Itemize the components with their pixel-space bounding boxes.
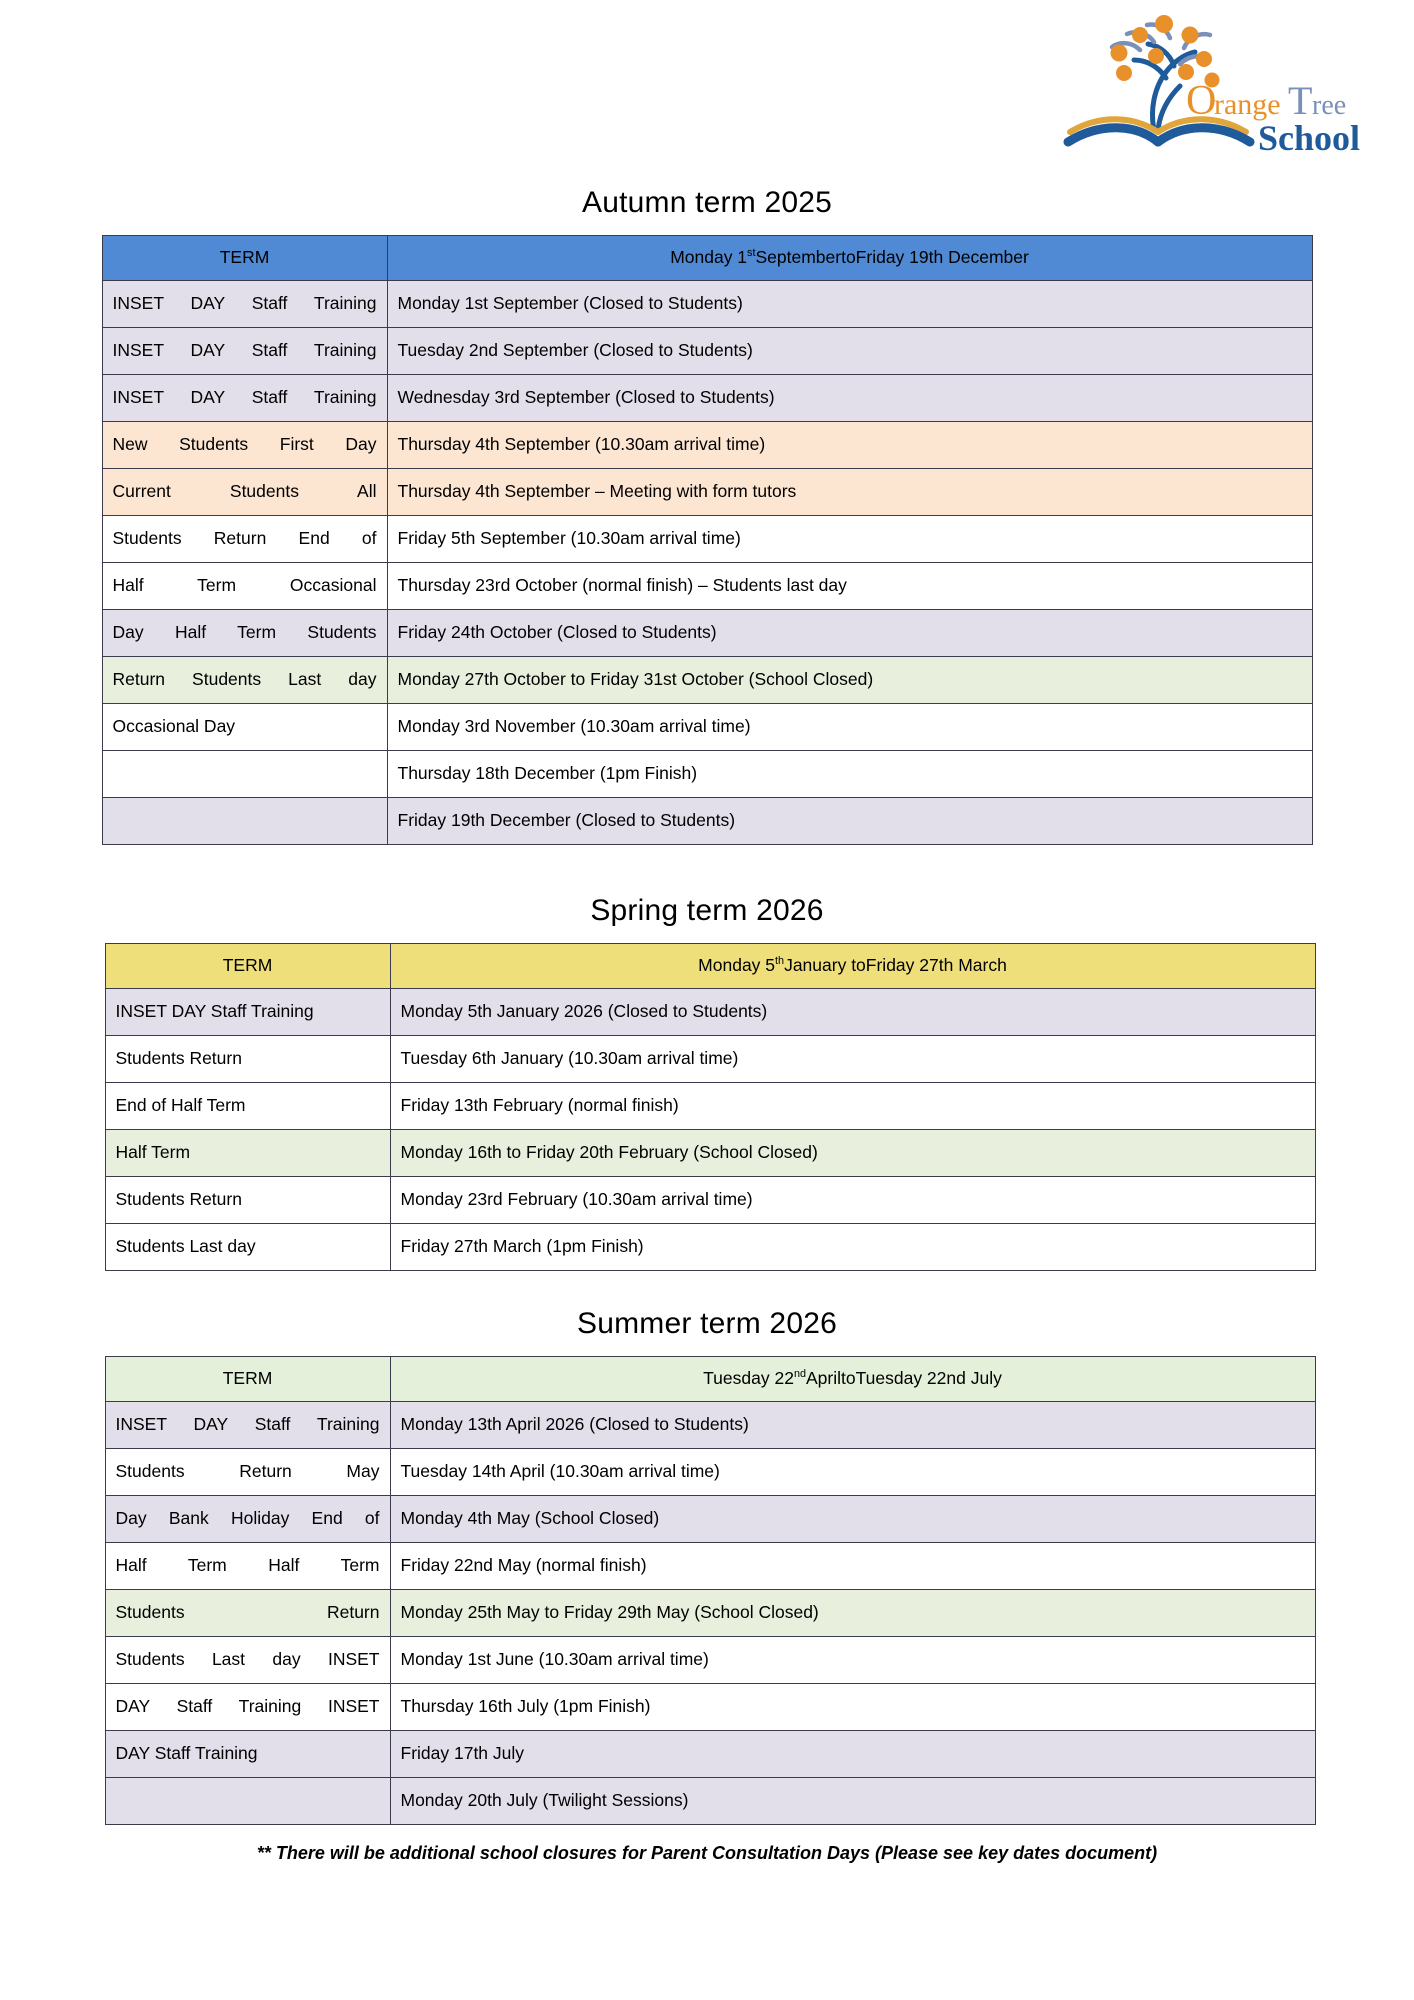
- term-label-cell: Students Return End of: [102, 515, 387, 562]
- column-header-dates: [390, 1356, 1315, 1401]
- table-row: [105, 1223, 1315, 1270]
- term-date-cell: Monday 23rd February (10.30am arrival time): [390, 1176, 1315, 1223]
- term-date-cell: Monday 3rd November (10.30am arrival time): [387, 703, 1312, 750]
- orange-tree-school-logo: [1062, 14, 1362, 156]
- term-date-cell: Monday 4th May (School Closed): [390, 1495, 1315, 1542]
- term-label-cell: INSET DAY Staff Training: [105, 1401, 390, 1448]
- header-date-suffix: ApriltoTuesday 22nd July: [806, 1368, 1002, 1388]
- table-row: [105, 1777, 1315, 1824]
- footnote-text: ** There will be additional school closures for Parent Consultation Days (Please see key dates document): [256, 1843, 1158, 1863]
- term-label-cell: Half Term: [105, 1129, 390, 1176]
- table-row: [105, 1035, 1315, 1082]
- term-label-cell: INSET DAY Staff Training: [102, 327, 387, 374]
- term-date-cell: Monday 16th to Friday 20th February (School Closed): [390, 1129, 1315, 1176]
- term-label-cell: Students Return May: [105, 1448, 390, 1495]
- table-row: [105, 1636, 1315, 1683]
- table-row: [105, 1542, 1315, 1589]
- header-date-ordinal: nd: [793, 1368, 806, 1381]
- spring-table-body: [105, 988, 1315, 1270]
- term-date-cell: Friday 22nd May (normal finish): [390, 1542, 1315, 1589]
- logo-word-tree-rest: ree: [1312, 90, 1347, 121]
- term-date-cell: Friday 24th October (Closed to Students): [387, 609, 1312, 656]
- term-label-cell: End of Half Term: [105, 1082, 390, 1129]
- header-date-prefix: Tuesday 22: [703, 1368, 794, 1388]
- footnote-section: [0, 1843, 1414, 1864]
- table-row: [105, 1082, 1315, 1129]
- column-header-term: TERM: [105, 943, 390, 988]
- header-date-ordinal: st: [747, 247, 756, 260]
- table-row: [105, 1495, 1315, 1542]
- term-label-cell: INSET DAY Staff Training: [102, 374, 387, 421]
- column-header-term: TERM: [102, 235, 387, 280]
- term-label-cell: Half Term Half Term: [105, 1542, 390, 1589]
- column-header-term: TERM: [105, 1356, 390, 1401]
- column-header-dates: [390, 943, 1315, 988]
- spring-term-title: Spring term 2026: [590, 894, 824, 927]
- header-date-suffix: SeptembertoFriday 19th December: [755, 247, 1029, 267]
- term-date-cell: Wednesday 3rd September (Closed to Students): [387, 374, 1312, 421]
- table-row: [105, 1730, 1315, 1777]
- table-row: [105, 1448, 1315, 1495]
- summer-table-body: [105, 1401, 1315, 1824]
- term-date-cell: Tuesday 6th January (10.30am arrival time): [390, 1035, 1315, 1082]
- table-row: [105, 1401, 1315, 1448]
- term-label-cell: [102, 797, 387, 844]
- autumn-table-body: [102, 280, 1312, 844]
- term-label-cell: Day Half Term Students: [102, 609, 387, 656]
- term-label-cell: Half Term Occasional: [102, 562, 387, 609]
- summer-term-title: Summer term 2026: [577, 1307, 837, 1340]
- logo-word-school: School: [1258, 118, 1361, 156]
- term-label-cell: Students Return: [105, 1035, 390, 1082]
- term-label-cell: Return Students Last day: [102, 656, 387, 703]
- table-row: [102, 515, 1312, 562]
- term-label-cell: Occasional Day: [102, 703, 387, 750]
- table-row: [105, 1589, 1315, 1636]
- autumn-term-table: [102, 235, 1313, 845]
- table-row: [105, 1176, 1315, 1223]
- term-date-cell: Thursday 16th July (1pm Finish): [390, 1683, 1315, 1730]
- term-label-cell: DAY Staff Training: [105, 1730, 390, 1777]
- spring-term-table: [105, 943, 1316, 1271]
- logo-word-range: range: [1214, 88, 1281, 121]
- table-row: [102, 656, 1312, 703]
- table-header-row: [102, 235, 1312, 280]
- term-date-cell: Thursday 23rd October (normal finish) – Students last day: [387, 562, 1312, 609]
- term-date-cell: Tuesday 14th April (10.30am arrival time): [390, 1448, 1315, 1495]
- logo-word-orange: O: [1186, 78, 1217, 124]
- term-label-cell: Current Students All: [102, 468, 387, 515]
- header-date-ordinal: th: [775, 955, 785, 968]
- table-row: [102, 703, 1312, 750]
- table-row: [102, 280, 1312, 327]
- table-row: [102, 421, 1312, 468]
- term-date-cell: Friday 13th February (normal finish): [390, 1082, 1315, 1129]
- term-label-cell: Students Return: [105, 1589, 390, 1636]
- term-date-cell: Friday 17th July: [390, 1730, 1315, 1777]
- term-date-cell: Thursday 4th September – Meeting with form tutors: [387, 468, 1312, 515]
- column-header-dates: [387, 235, 1312, 280]
- logo-artwork-icon: [1062, 14, 1362, 156]
- term-date-cell: Monday 25th May to Friday 29th May (School Closed): [390, 1589, 1315, 1636]
- table-header-row: [105, 943, 1315, 988]
- term-label-cell: DAY Staff Training INSET: [105, 1683, 390, 1730]
- term-date-cell: Thursday 18th December (1pm Finish): [387, 750, 1312, 797]
- term-date-cell: Thursday 4th September (10.30am arrival time): [387, 421, 1312, 468]
- autumn-term-title: Autumn term 2025: [582, 186, 832, 219]
- logo-word-tree-t: T: [1288, 78, 1313, 123]
- term-date-cell: Monday 27th October to Friday 31st October (School Closed): [387, 656, 1312, 703]
- term-date-cell: Monday 1st June (10.30am arrival time): [390, 1636, 1315, 1683]
- table-row: [102, 468, 1312, 515]
- term-label-cell: Students Last day INSET: [105, 1636, 390, 1683]
- spring-term-section: [0, 894, 1414, 1271]
- term-date-cell: Friday 5th September (10.30am arrival time): [387, 515, 1312, 562]
- term-date-cell: Monday 1st September (Closed to Students): [387, 280, 1312, 327]
- term-label-cell: [105, 1777, 390, 1824]
- term-label-cell: Students Last day: [105, 1223, 390, 1270]
- table-row: [105, 1683, 1315, 1730]
- term-date-cell: Friday 19th December (Closed to Students): [387, 797, 1312, 844]
- term-date-cell: Monday 20th July (Twilight Sessions): [390, 1777, 1315, 1824]
- term-label-cell: New Students First Day: [102, 421, 387, 468]
- term-label-cell: INSET DAY Staff Training: [105, 988, 390, 1035]
- table-row: [102, 327, 1312, 374]
- summer-term-table: [105, 1356, 1316, 1825]
- header-date-prefix: Monday 5: [698, 955, 776, 975]
- term-date-cell: Friday 27th March (1pm Finish): [390, 1223, 1315, 1270]
- table-row: [105, 1129, 1315, 1176]
- term-label-cell: [102, 750, 387, 797]
- summer-term-section: [0, 1307, 1414, 1825]
- table-row: [102, 609, 1312, 656]
- autumn-term-section: [0, 186, 1414, 845]
- term-date-cell: Tuesday 2nd September (Closed to Students): [387, 327, 1312, 374]
- term-label-cell: Students Return: [105, 1176, 390, 1223]
- table-row: [102, 374, 1312, 421]
- table-row: [102, 797, 1312, 844]
- table-header-row: [105, 1356, 1315, 1401]
- term-label-cell: Day Bank Holiday End of: [105, 1495, 390, 1542]
- header-date-suffix: January toFriday 27th March: [784, 955, 1007, 975]
- term-date-cell: Monday 5th January 2026 (Closed to Students): [390, 988, 1315, 1035]
- term-date-cell: Monday 13th April 2026 (Closed to Students): [390, 1401, 1315, 1448]
- term-label-cell: INSET DAY Staff Training: [102, 280, 387, 327]
- table-row: [102, 562, 1312, 609]
- table-row: [105, 988, 1315, 1035]
- header-date-prefix: Monday 1: [670, 247, 748, 267]
- table-row: [102, 750, 1312, 797]
